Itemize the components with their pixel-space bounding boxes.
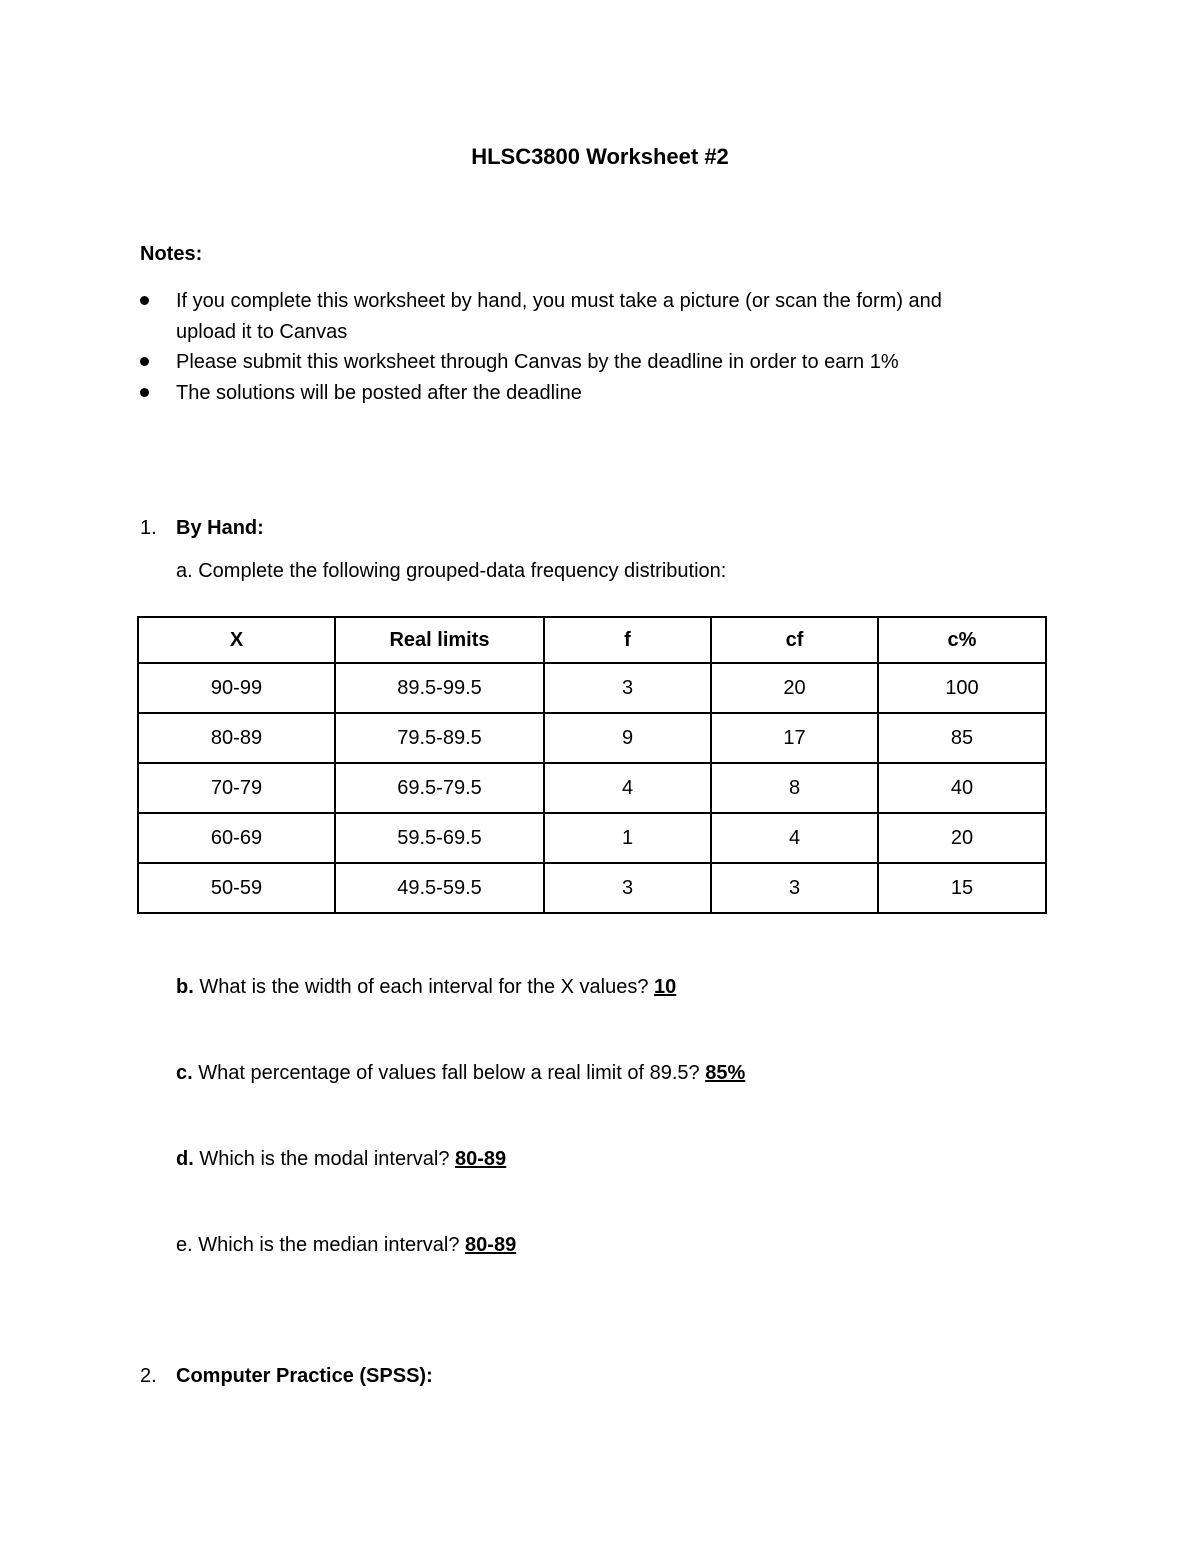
header-c-percent: c% bbox=[878, 617, 1046, 663]
question-1b-text: What is the width of each interval for the X values? bbox=[199, 976, 649, 998]
table-row bbox=[138, 663, 1046, 713]
question-1e bbox=[176, 1234, 516, 1257]
table-header-row bbox=[138, 617, 1046, 663]
cell-c-percent: 15 bbox=[878, 863, 1046, 913]
question-1e-text: Which is the median interval? bbox=[198, 1234, 460, 1256]
cell-cf: 20 bbox=[711, 663, 878, 713]
question-1a: a. Complete the following grouped-data frequency distribution: bbox=[176, 560, 727, 582]
question-1e-answer: 80-89 bbox=[465, 1234, 517, 1256]
header-cf: cf bbox=[711, 617, 878, 663]
cell-c-percent: 40 bbox=[878, 763, 1046, 813]
cell-real-limits: 89.5-99.5 bbox=[335, 663, 544, 713]
question-1c-label: c. bbox=[176, 1062, 193, 1084]
cell-x: 50-59 bbox=[138, 863, 335, 913]
cell-cf: 4 bbox=[711, 813, 878, 863]
question-1e-label: e. bbox=[176, 1234, 193, 1256]
question-1d-text: Which is the modal interval? bbox=[199, 1148, 450, 1170]
cell-f: 3 bbox=[544, 863, 711, 913]
table-row bbox=[138, 813, 1046, 863]
cell-x: 90-99 bbox=[138, 663, 335, 713]
bullet-icon bbox=[140, 357, 149, 366]
cell-c-percent: 85 bbox=[878, 713, 1046, 763]
question-1b bbox=[176, 976, 676, 999]
note-text: The solutions will be posted after the deadline bbox=[176, 382, 582, 404]
question-1c-text: What percentage of values fall below a real limit of 89.5? bbox=[198, 1062, 700, 1084]
bullet-icon bbox=[140, 296, 149, 305]
question-2-label: Computer Practice (SPSS): bbox=[176, 1365, 433, 1387]
cell-real-limits: 69.5-79.5 bbox=[335, 763, 544, 813]
question-1b-answer: 10 bbox=[654, 976, 677, 998]
question-1d bbox=[176, 1148, 506, 1171]
cell-x: 80-89 bbox=[138, 713, 335, 763]
cell-real-limits: 59.5-69.5 bbox=[335, 813, 544, 863]
question-1d-answer: 80-89 bbox=[455, 1148, 507, 1170]
cell-c-percent: 20 bbox=[878, 813, 1046, 863]
cell-f: 9 bbox=[544, 713, 711, 763]
header-real-limits: Real limits bbox=[335, 617, 544, 663]
question-1d-label: d. bbox=[176, 1148, 194, 1170]
cell-cf: 8 bbox=[711, 763, 878, 813]
question-1-number: 1. bbox=[140, 517, 157, 539]
question-1b-label: b. bbox=[176, 976, 194, 998]
question-1c-answer: 85% bbox=[705, 1062, 746, 1084]
question-2-number: 2. bbox=[140, 1365, 157, 1387]
cell-x: 60-69 bbox=[138, 813, 335, 863]
table-row bbox=[138, 713, 1046, 763]
header-x: X bbox=[138, 617, 335, 663]
table-row bbox=[138, 763, 1046, 813]
cell-real-limits: 79.5-89.5 bbox=[335, 713, 544, 763]
question-1-label: By Hand: bbox=[176, 517, 264, 539]
cell-f: 4 bbox=[544, 763, 711, 813]
note-text: Please submit this worksheet through Canvas by the deadline in order to earn 1% bbox=[176, 351, 899, 373]
cell-f: 1 bbox=[544, 813, 711, 863]
cell-real-limits: 49.5-59.5 bbox=[335, 863, 544, 913]
frequency-table bbox=[137, 616, 1047, 914]
notes-label: Notes: bbox=[140, 243, 203, 265]
cell-cf: 3 bbox=[711, 863, 878, 913]
note-text: upload it to Canvas bbox=[176, 321, 348, 343]
header-f: f bbox=[544, 617, 711, 663]
cell-c-percent: 100 bbox=[878, 663, 1046, 713]
note-text: If you complete this worksheet by hand, you must take a picture (or scan the form) and bbox=[176, 290, 942, 312]
cell-x: 70-79 bbox=[138, 763, 335, 813]
cell-f: 3 bbox=[544, 663, 711, 713]
bullet-icon bbox=[140, 388, 149, 397]
page-title: HLSC3800 Worksheet #2 bbox=[471, 144, 729, 169]
cell-cf: 17 bbox=[711, 713, 878, 763]
question-1c bbox=[176, 1062, 745, 1085]
table-row bbox=[138, 863, 1046, 913]
